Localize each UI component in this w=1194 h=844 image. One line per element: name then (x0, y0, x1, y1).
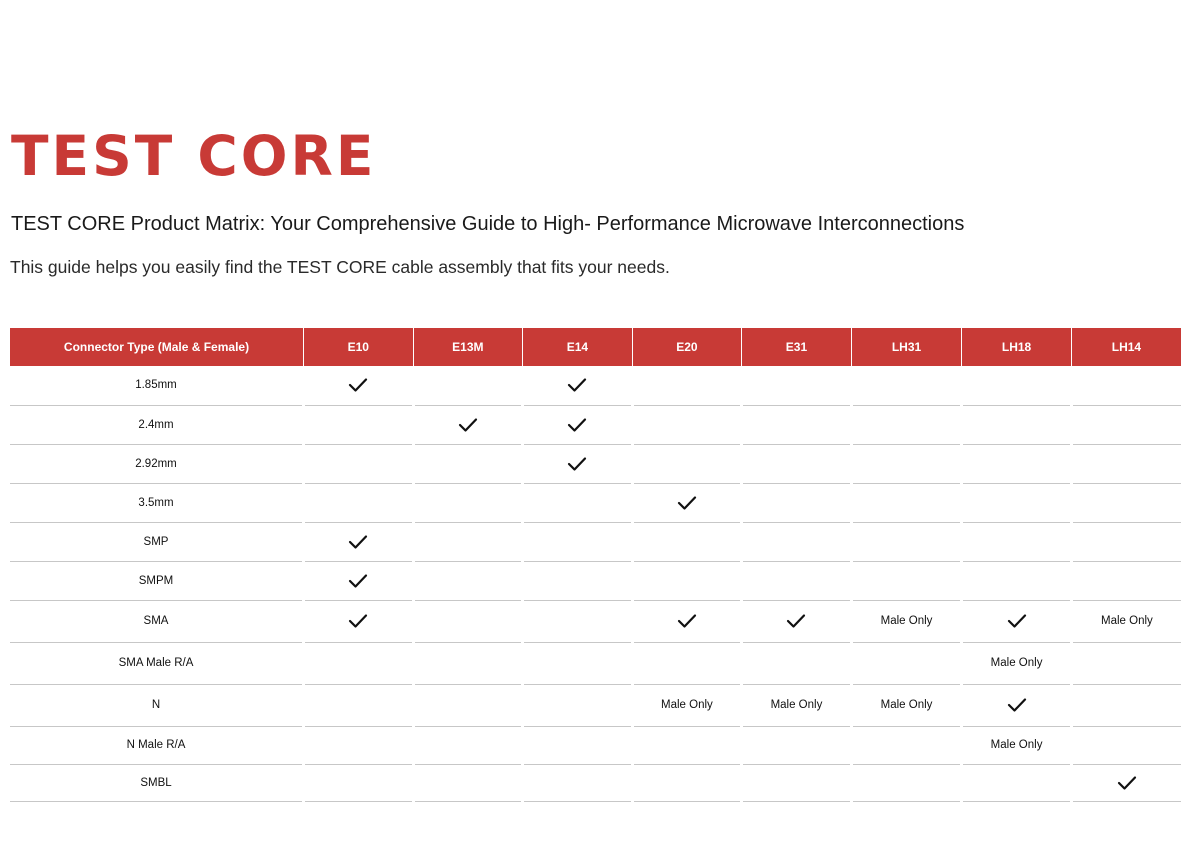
intro-text: This guide helps you easily find the TEST CORE cable assembly that fits your needs. (10, 257, 670, 277)
matrix-cell (304, 405, 414, 444)
table-row (10, 726, 1181, 764)
matrix-body (10, 366, 1181, 801)
matrix-cell (632, 764, 742, 801)
matrix-cell (962, 642, 1072, 684)
matrix-cell (632, 561, 742, 600)
matrix-cell (304, 444, 414, 483)
check-icon (1007, 697, 1027, 713)
table-row (10, 764, 1181, 801)
matrix-cell (742, 764, 852, 801)
connector-label: SMP (10, 522, 304, 561)
brand-logo: TEST CORE (11, 124, 377, 188)
check-icon (458, 417, 478, 433)
matrix-cell (413, 483, 523, 522)
matrix-cell (304, 483, 414, 522)
matrix-cell (962, 522, 1072, 561)
matrix-cell (851, 444, 962, 483)
matrix-cell (742, 600, 852, 642)
connector-label: SMBL (10, 764, 304, 801)
matrix-cell (413, 600, 523, 642)
cell-note: Male Only (770, 699, 823, 711)
matrix-cell (742, 483, 852, 522)
matrix-cell (632, 600, 742, 642)
matrix-cell (851, 600, 962, 642)
matrix-cell (304, 522, 414, 561)
matrix-cell (1071, 726, 1181, 764)
matrix-cell (1071, 642, 1181, 684)
matrix-cell (742, 522, 852, 561)
column-header-lh31: LH31 (851, 328, 962, 366)
check-icon (348, 377, 368, 393)
matrix-cell (962, 366, 1072, 405)
matrix-cell (1071, 483, 1181, 522)
matrix-cell (851, 684, 962, 726)
check-icon (567, 456, 587, 472)
matrix-cell (742, 726, 852, 764)
matrix-cell (632, 684, 742, 726)
matrix-cell (1071, 405, 1181, 444)
matrix-cell (851, 483, 962, 522)
check-icon (1007, 613, 1027, 629)
matrix-cell (962, 764, 1072, 801)
column-header-e20: E20 (632, 328, 742, 366)
table-row (10, 561, 1181, 600)
matrix-cell (413, 405, 523, 444)
table-row (10, 444, 1181, 483)
connector-label: SMPM (10, 561, 304, 600)
matrix-cell (304, 726, 414, 764)
matrix-cell (962, 483, 1072, 522)
column-header-e31: E31 (742, 328, 852, 366)
matrix-cell (632, 444, 742, 483)
cell-note: Male Only (1101, 615, 1153, 627)
matrix-cell (523, 522, 633, 561)
matrix-cell (523, 600, 633, 642)
matrix-cell (304, 764, 414, 801)
check-icon (567, 417, 587, 433)
matrix-cell (742, 642, 852, 684)
connector-label: 2.4mm (10, 405, 304, 444)
matrix-cell (1071, 561, 1181, 600)
check-icon (677, 495, 697, 511)
matrix-cell (632, 483, 742, 522)
product-matrix-table (10, 328, 1181, 802)
cell-note: Male Only (880, 615, 933, 627)
column-header-e13m: E13M (413, 328, 523, 366)
matrix-cell (1071, 366, 1181, 405)
matrix-cell (413, 366, 523, 405)
connector-label: 3.5mm (10, 483, 304, 522)
table-row (10, 366, 1181, 405)
table-row (10, 600, 1181, 642)
matrix-cell (413, 444, 523, 483)
matrix-cell (851, 522, 962, 561)
matrix-cell (742, 444, 852, 483)
matrix-cell (413, 764, 523, 801)
cell-note: Male Only (880, 699, 933, 711)
matrix-cell (1071, 522, 1181, 561)
table-row (10, 405, 1181, 444)
matrix-cell (1071, 684, 1181, 726)
check-icon (677, 613, 697, 629)
matrix-cell (632, 522, 742, 561)
matrix-cell (413, 726, 523, 764)
matrix-header (10, 328, 1181, 366)
matrix-cell (742, 561, 852, 600)
matrix-cell (1071, 764, 1181, 801)
matrix-cell (523, 764, 633, 801)
column-header-e14: E14 (523, 328, 633, 366)
matrix-cell (304, 642, 414, 684)
table-row (10, 522, 1181, 561)
matrix-cell (962, 444, 1072, 483)
matrix-cell (413, 642, 523, 684)
check-icon (348, 613, 368, 629)
check-icon (348, 573, 368, 589)
matrix-cell (304, 366, 414, 405)
matrix-cell (851, 561, 962, 600)
column-header-e10: E10 (304, 328, 414, 366)
matrix-cell (413, 522, 523, 561)
cell-note: Male Only (661, 699, 713, 711)
connector-label: N Male R/A (10, 726, 304, 764)
matrix-cell (962, 405, 1072, 444)
matrix-cell (523, 483, 633, 522)
matrix-cell (742, 684, 852, 726)
matrix-cell (523, 444, 633, 483)
matrix-cell (632, 642, 742, 684)
matrix-cell (851, 764, 962, 801)
cell-note: Male Only (990, 739, 1043, 751)
connector-label: 2.92mm (10, 444, 304, 483)
table-row (10, 642, 1181, 684)
connector-label: N (10, 684, 304, 726)
check-icon (348, 534, 368, 550)
matrix-cell (523, 726, 633, 764)
matrix-cell (632, 366, 742, 405)
matrix-cell (1071, 600, 1181, 642)
matrix-cell (304, 684, 414, 726)
matrix-cell (851, 366, 962, 405)
matrix-cell (1071, 444, 1181, 483)
connector-label: 1.85mm (10, 366, 304, 405)
matrix-cell (851, 405, 962, 444)
check-icon (1117, 775, 1137, 791)
matrix-cell (851, 642, 962, 684)
matrix-cell (962, 726, 1072, 764)
matrix-cell (413, 684, 523, 726)
matrix-cell (304, 561, 414, 600)
check-icon (567, 377, 587, 393)
column-header-connector-type: Connector Type (Male & Female) (10, 328, 304, 366)
column-header-lh18: LH18 (962, 328, 1072, 366)
matrix-cell (523, 405, 633, 444)
matrix-cell (962, 561, 1072, 600)
matrix-cell (304, 600, 414, 642)
connector-label: SMA Male R/A (10, 642, 304, 684)
connector-label: SMA (10, 600, 304, 642)
table-row (10, 684, 1181, 726)
matrix-cell (632, 726, 742, 764)
matrix-cell (523, 684, 633, 726)
matrix-cell (523, 366, 633, 405)
matrix-cell (962, 600, 1072, 642)
column-header-lh14: LH14 (1071, 328, 1181, 366)
matrix-cell (742, 366, 852, 405)
table-row (10, 483, 1181, 522)
matrix-cell (413, 561, 523, 600)
matrix-cell (523, 561, 633, 600)
cell-note: Male Only (990, 657, 1043, 669)
matrix-cell (632, 405, 742, 444)
matrix-cell (742, 405, 852, 444)
matrix-cell (962, 684, 1072, 726)
matrix-cell (851, 726, 962, 764)
check-icon (786, 613, 806, 629)
page-title: TEST CORE Product Matrix: Your Comprehensive Guide to High- Performance Microwave Interconnections (11, 213, 965, 235)
matrix-cell (523, 642, 633, 684)
